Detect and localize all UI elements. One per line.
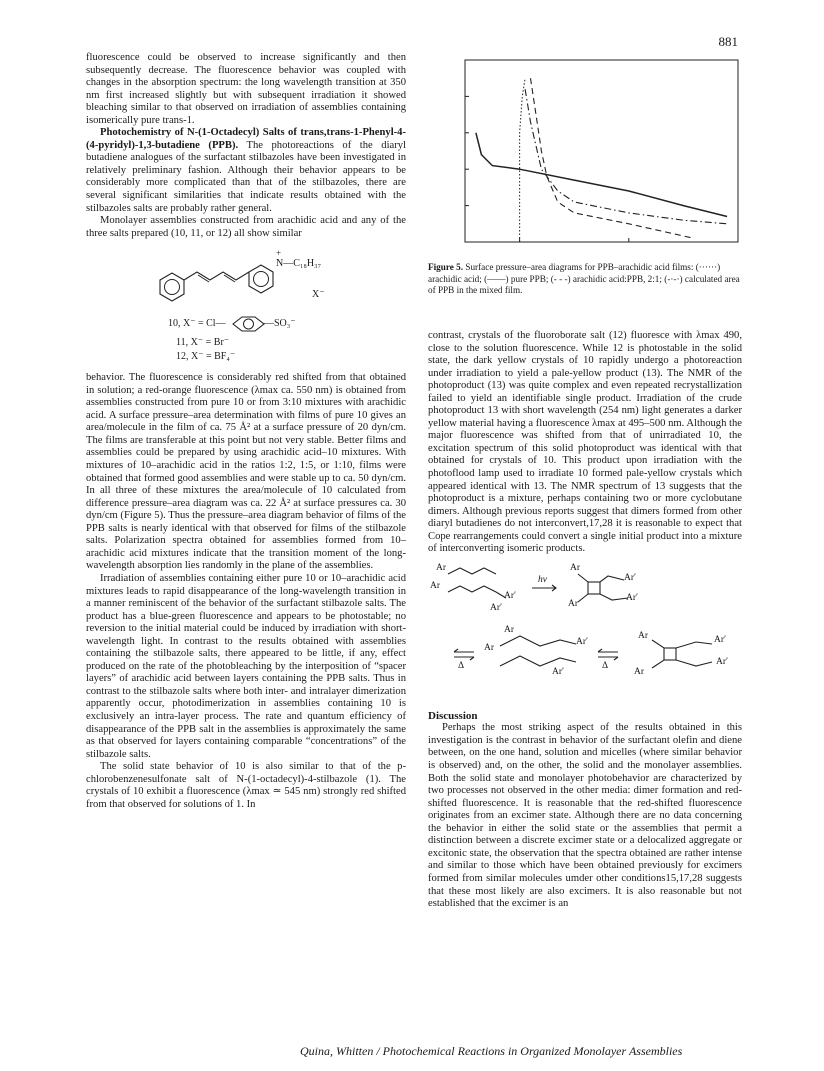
arp-label: Ar′ xyxy=(490,602,503,613)
discussion-heading: Discussion xyxy=(428,709,478,722)
right-column xyxy=(428,330,742,911)
plot-frame xyxy=(465,60,738,242)
arp-label: Ar′ xyxy=(504,590,517,601)
ar-label: Ar xyxy=(634,666,645,677)
delta-label: Δ xyxy=(602,660,609,671)
series-line-solid xyxy=(476,133,727,217)
arp-label: Ar′ xyxy=(716,656,729,667)
n-chain-label: N—C₁₈H₃₇ xyxy=(276,258,322,270)
counterion-label: X⁻ xyxy=(312,289,325,301)
scheme-drawing xyxy=(428,562,742,700)
paragraph: Monolayer assemblies constructed from arachidic acid and any of the three salts prepared (10, 11, or 12) all show similar xyxy=(86,215,406,239)
paragraph-ppb xyxy=(86,127,406,215)
arp-label: Ar′ xyxy=(576,636,589,647)
salt-10-tail: —SO₃⁻ xyxy=(264,318,296,330)
ar-label: Ar xyxy=(504,624,515,635)
ar-label: Ar xyxy=(638,630,649,641)
structure-drawing xyxy=(86,244,406,368)
paragraph: fluorescence could be observed to increase significantly and then subsequently decrease. The fluorescence behavior was coupled with changes in the absorption spectrum: the long wavelength transition at 350 nm first increased slightly but with subsequent irradiation it showed bleaching similar to that observed on irradiation of assemblies containing isomerically pure trans-1. xyxy=(86,52,406,126)
paragraph: Irradiation of assemblies containing either pure 10 or 10–arachidic acid mixtures leads to rapid disappearance of the long-wavelength transition in a manner reminiscent of the behavior of the surfactant stilbazole salts. The product has a blue-green fluorescence and appears to be photostable; no reversion to the initial material could be induced by irradiation with short-wavelength light. In contrast to the results obtained with assemblies containing the stilbazole salts, there appeared to be little, if any, effect produced on the rate of the photobleaching by the interposition of “spacer layers” of arachidic acid between layers containing the PPB salts. Thus in contrast to the stilbazole salts where both inter- and intralayer dimerization apparently occur, photodimerization in assemblies containing 10 is exclusively an intra-layer process. The rate and quantum efficiency of disappearance of the PPB salt in the assemblies is approximately the same as that observed for layers containing comparable “concentrations” of the stilbazole salts. xyxy=(86,572,406,760)
ar-label: Ar xyxy=(570,562,581,573)
section-run-in-title: Photochemistry of N-(1-Octadecyl) Salts of trans,trans-1-Phenyl-4-(4-pyridyl)-1,3-butadiene (PPB). xyxy=(86,127,406,151)
figure-caption xyxy=(428,262,744,297)
caption-text: Surface pressure–area diagrams for PPB–arachidic acid films: (······) arachidic acid; (——) pure PPB; (- - -) arachidic acid:PPB, 2:1; (-·-·) calculated area of PPB in the mixed film. xyxy=(428,262,740,295)
ar-label: Ar xyxy=(430,580,441,591)
ar-label: Ar xyxy=(436,562,447,573)
paragraph: behavior. The fluorescence is considerably red shifted from that obtained in solution; a red-orange fluorescence (λmax ca. 550 nm) is obtained from assemblies constructed from pure 10 or from 3:10 mixtures with arachidic acid. A surface pressure–area determination with films of pure 10 gives an area/molecule in the film of ca. 75 Å² at a surface pressure of 20 dyn/cm. The films are transferable at this point but not very stable. Better films and assemblies could be prepared by using arachidic acid–10 mixtures. With mixtures of 10–arachidic acid in the ratios 1:2, 1:5, or 1:10, films were obtained that formed good assemblies and were stable up to ca. 50 dyn/cm. In all three of these mixtures the area/molecule of 10 calculated from difference pressure–area diagram was ca. 22 Å² at surface pressures ca. 30 dyn/cm (Figure 5). Thus the pressure–area diagram behavior of films of the PPB salts is nearly identical with that observed for films of the stilbazole salts. Polarization spectra obtained for assemblies formed from 10–arachidic acid mixtures indicate that the transition moment of the long-wavelength absorption lies randomly in the plane of the assemblies. xyxy=(86,372,406,572)
chemical-structure-ppb-salts xyxy=(86,244,406,368)
pressure-area-chart xyxy=(428,52,744,262)
page-number: 881 xyxy=(718,34,738,49)
ar-label: Ar xyxy=(568,598,579,609)
arp-label: Ar′ xyxy=(624,572,637,583)
running-footer: Quina, Whitten / Photochemical Reactions in Organized Monolayer Assemblies xyxy=(300,1044,683,1058)
arp-label: Ar′ xyxy=(714,634,727,645)
salt-10-label: 10, X⁻ = Cl— xyxy=(168,318,226,330)
series-line-dashdot xyxy=(525,89,727,224)
hv-label: hν xyxy=(538,574,547,585)
charge-label: + xyxy=(276,248,282,259)
series-line-dashed xyxy=(531,78,695,238)
paragraph: The solid state behavior of 10 is also similar to that of the p-chlorobenzenesulfonate salt of N-(1-octadecyl)-4-stilbazole (1). The crystals of 10 exhibit a fluorescence (λmax ≃ 545 nm) strongly red shifted from that observed for solutions of 1. In xyxy=(86,761,406,810)
arp-label: Ar′ xyxy=(552,666,565,677)
series-line-dotted xyxy=(520,78,526,242)
salt-11-label: 11, X⁻ = Br⁻ xyxy=(176,337,230,349)
caption-label: Figure 5. xyxy=(428,262,464,272)
salt-12-label: 12, X⁻ = BF₄⁻ xyxy=(176,351,236,363)
arp-label: Ar′ xyxy=(626,592,639,603)
ar-label: Ar xyxy=(484,642,495,653)
paragraph: Perhaps the most striking aspect of the results obtained in this investigation is the contrast in behavior of the surfactant olefin and diene between, on the one hand, solution and micelles (where similar behavior is observed) and, on the other, the solid and the monolayer assemblies. Both the solid state and monolayer photobehavior are characterized by two processes not observed in the other media: dimer formation and red-shifted fluorescence. It is reasonable that the red-shifted fluorescence originates from an excimer state. Although there are no data concerning the behavior in either the solid state or the assemblies that permit a distinction between a discrete excimer state or a delocalized aggregate or excitonic state, the observation that the spectra obtained are rather intense and similar to those which have been obtained previously for excimers formed from similar molecules umder other conditions15,17,28 suggests that these most likely are also excimers. It is also reasonable but not established that the excimer is an xyxy=(428,722,742,910)
photodimerization-scheme xyxy=(428,562,742,700)
delta-label: Δ xyxy=(458,660,465,671)
paragraph: contrast, crystals of the fluoroborate salt (12) fluoresce with λmax 490, close to the solution fluorescence. While 12 is photostable in the solid state, the dark yellow crystals of 10 rapidly undergo a photoreaction under irradiation to yield a pale-yellow product (13). The NMR of the photoproduct (13) was quite complex and even repeated recrystallization failed to yield an identifiable single product. Irradiation of the crude photoproduct 13 with short wavelength (254 nm) light generates a darker yellow material having a fluorescence λmax at 495–500 nm. Although the major fluorescence was shifted from that of unirradiated 10, the excitation spectrum of this solid photoproduct was identical with that obtained for crystals of 10. This product upon irradiation with the photoflood lamp used to irradiate 10 formed pale-yellow crystals which appeared identical with 13. The NMR spectrum of 13 suggests that the photoproduct is a mixture, perhaps containing two or more cyclobutane dimers. Although previous reports suggest that dimers formed from other diaryl butadienes do not interconvert,17,28 it is reasonable to expect that Cope rearrangements could convert a single initial product into a mixture of interconverting isomeric products. xyxy=(428,330,742,555)
left-column xyxy=(86,52,406,811)
paragraph-body: The photoreactions of the diaryl butadiene analogues of the surfactant stilbazoles have been investigated in relatively preliminary fashion. Although their behavior appears to be considerably more complicated than that of the stilbazoles, there are several significant similarities that indicate results obtained with the stilbazoles salts are probably rather general. xyxy=(86,139,406,214)
